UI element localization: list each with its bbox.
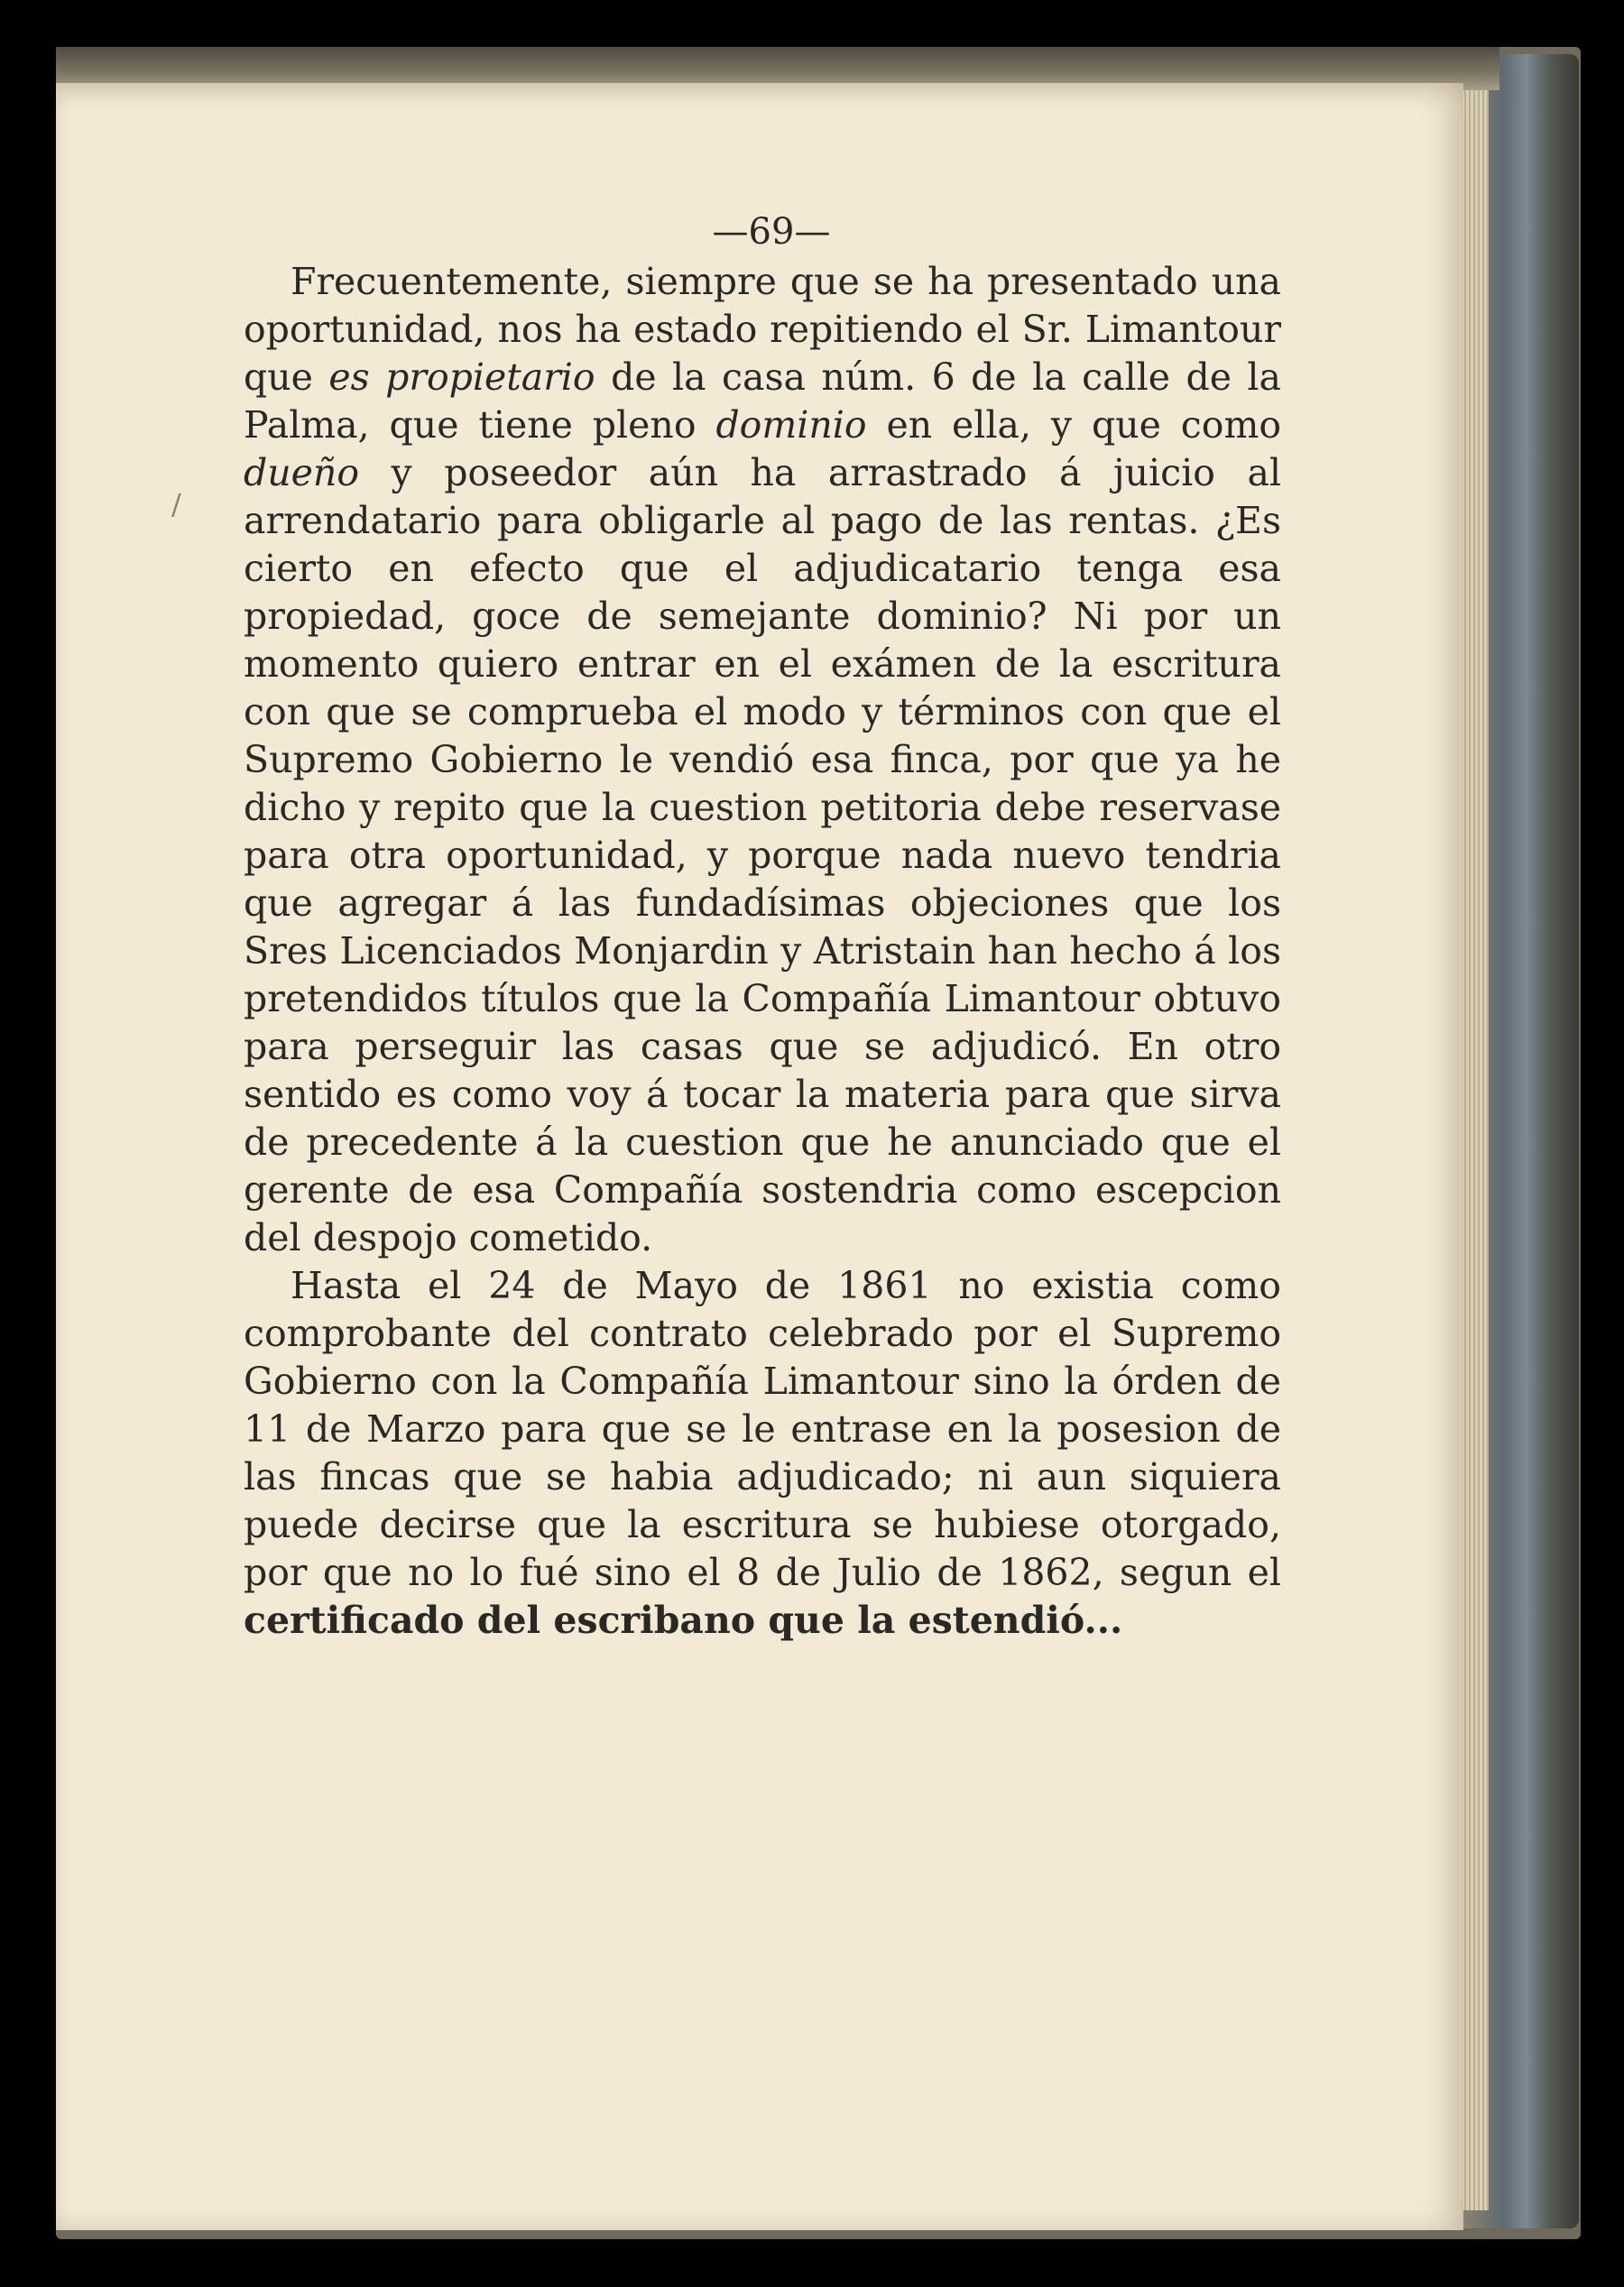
page-body-text bbox=[244, 206, 1281, 1645]
bold-segment: certificado del escribano que la estendió... bbox=[244, 1599, 1123, 1642]
paragraph-2 bbox=[244, 1262, 1281, 1645]
margin-mark: / bbox=[171, 487, 181, 521]
text-segment: y poseedor aún ha arrastrado á juicio al arrendatario para obligarle al pago de las rentas. ¿Es cierto en efecto que el adjudicatario tenga esa propiedad, goce de semejante dominio? Ni por un momento quiero entrar en el exámen de la escritura con que se comprueba el modo y términos con que el Supremo Gobierno le vendió esa finca, por que ya he dicho y repito que la cuestion petitoria debe reservase para otra oportunidad, y porque nada nuevo tendria que agregar á las fundadísimas objeciones que los Sres Licenciados Monjardin y Atristain han hecho á los pretendidos títulos que la Compañía Limantour obtuvo para perseguir las casas que se adjudicó. En otro sentido es como voy á tocar la materia para que sirva de precedente á la cuestion que he anunciado que el gerente de esa Compañía sostendria como escepcion del despojo cometido. bbox=[244, 451, 1281, 1259]
italic-segment: es propietario bbox=[328, 355, 595, 399]
italic-segment: dueño bbox=[244, 451, 360, 494]
text-segment: Hasta el 24 de Mayo de 1861 no existia como comprobante del contrato celebrado por el Supremo Gobierno con la Compañía Limantour sino la órden de 11 de Marzo para que se le entrase en la posesion de las fincas que se habia adjudicado; ni aun siquiera puede decirse que la escritura se hubiese otorgado, por que no lo fué sino el 8 de Julio de 1862, segun el bbox=[244, 1264, 1281, 1594]
text-segment: Frecuentemente, siempre que se ha presentado una oportunidad, nos ha estado repitiendo el Sr. Limantour que bbox=[244, 260, 1281, 399]
italic-segment: dominio bbox=[715, 403, 867, 447]
paragraph-1 bbox=[244, 258, 1281, 1262]
text-segment: en ella, y que como bbox=[866, 403, 1282, 447]
page-number: —69— bbox=[712, 211, 831, 253]
text-segment: de la casa núm. 6 de la calle de la Palma, que tiene pleno bbox=[244, 355, 1281, 447]
